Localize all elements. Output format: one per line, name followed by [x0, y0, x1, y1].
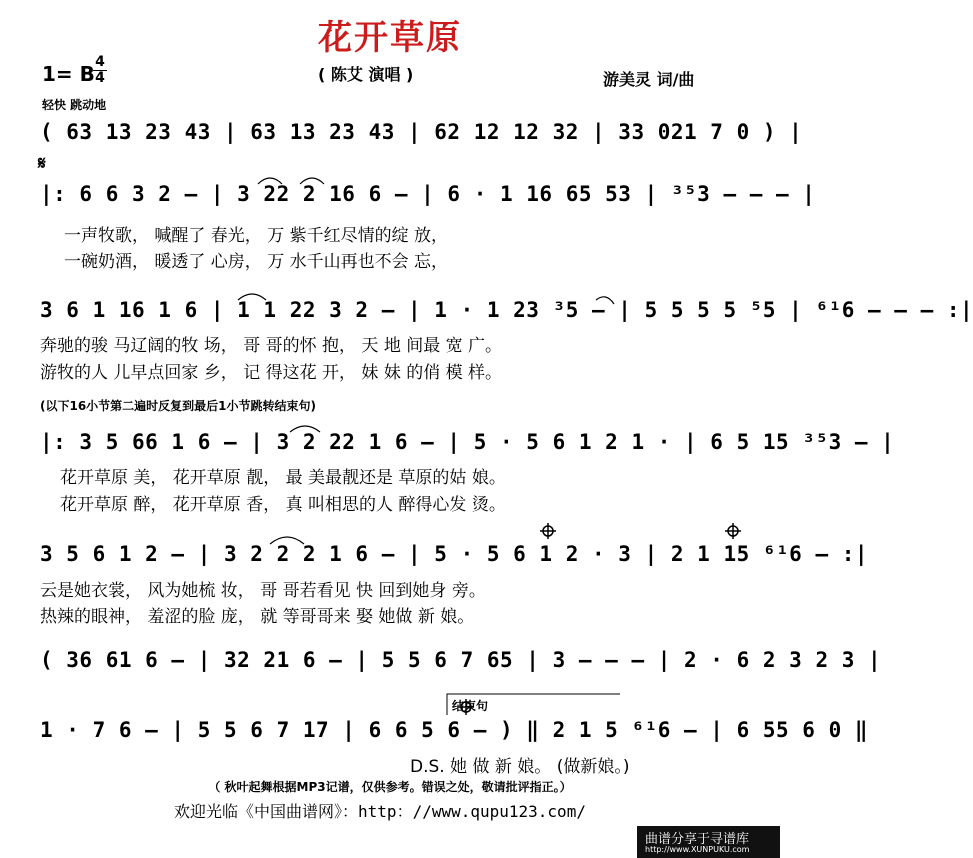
slur-mark — [300, 178, 324, 184]
key-signature: 1= B — [42, 62, 95, 86]
slur-mark — [270, 537, 304, 544]
watermark-line1: 曲谱分享于寻谱库 — [645, 832, 750, 847]
ending-bracket — [447, 694, 620, 715]
lyric-chorus2-a: 云是她衣裳， 风为她梳 妆， 哥 哥若看见 快 回到她身 旁。 — [40, 581, 486, 601]
staff-line-verse-1: |: 6 6 3 2 – | 3 22 2 16 6 – | 6 · 1 16 65 53 | ³⁵3 – – – | — [40, 182, 816, 206]
staff-line-intro: ( 63 13 23 43 | 63 13 23 43 | 62 12 12 32 | 33 021 7 0 ) | — [40, 120, 803, 144]
lyric-chorus1-a: 花开草原 美， 花开草原 靓， 最 美最靓还是 草原的姑 娘。 — [60, 468, 506, 488]
coda-icon — [725, 523, 741, 539]
lyric-verse1-a: 一声牧歌， 喊醒了 春光， 万 紫千红尽情的绽 放， — [64, 226, 449, 246]
lyric-ending: D.S. 她 做 新 娘。 (做新娘。) — [410, 757, 630, 777]
lyric-chorus2-b: 热辣的眼神， 羞涩的脸 庞， 就 等哥哥来 娶 她做 新 娘。 — [40, 607, 475, 627]
staff-line-chorus-1: |: 3 5 66 1 6 – | 3 2 22 1 6 – | 5 · 5 6 1 2 1 · | 6 5 15 ³⁵3 – | — [40, 430, 895, 454]
staff-line-ending: 1 · 7 6 – | 5 5 6 7 17 | 6 6 5 6 – ) ‖ 2 1 5 ⁶¹6 – | 6 55 6 0 ‖ — [40, 718, 869, 742]
staff-line-interlude: ( 36 61 6 – | 32 21 6 – | 5 5 6 7 65 | 3 – – – | 2 · 6 2 3 2 3 | — [40, 648, 882, 672]
song-title: 花开草原 — [318, 18, 462, 58]
site-link[interactable]: 欢迎光临《中国曲谱网》：http：//www.qupu123.com/ — [174, 802, 586, 821]
lyric-verse2-a: 奔驰的骏 马辽阔的牧 场， 哥 哥的怀 抱， 天 地 间最 宽 广。 — [40, 336, 503, 356]
staff-line-chorus-2: 3 5 6 1 2 – | 3 2 2 2 1 6 – | 5 · 5 6 1 2 · 3 | 2 1 15 ⁶¹6 – :| — [40, 542, 869, 566]
lyric-verse1-b: 一碗奶酒， 暖透了 心房， 万 水千山再也不会 忘， — [64, 252, 449, 272]
staff-line-verse-2: 3 6 1 16 1 6 | 1 1 22 3 2 – | 1 · 1 23 ³5 – | 5 5 5 5 ⁵5 | ⁶¹6 – – – :| — [40, 298, 973, 322]
time-signature-bottom: 4 — [93, 70, 107, 86]
tempo-marking: 轻快 跳动地 — [42, 98, 107, 112]
lyric-chorus1-b: 花开草原 醉， 花开草原 香， 真 叫相思的人 醉得心发 烫。 — [60, 495, 506, 515]
slur-mark — [596, 297, 614, 304]
slur-mark — [258, 178, 282, 184]
singer-credit: ( 陈艾 演唱 ) — [318, 65, 414, 84]
watermark-badge — [637, 826, 780, 858]
ending-label: 结束句 — [452, 699, 489, 713]
time-signature-top: 4 — [95, 54, 105, 70]
segno-icon: 𝄋 — [38, 153, 46, 174]
coda-icon — [458, 699, 474, 715]
slur-mark — [290, 426, 320, 432]
repeat-instruction: (以下16小节第二遍时反复到最后1小节跳转结束句) — [40, 399, 317, 413]
composer-credit: 游美灵 词/曲 — [603, 70, 695, 89]
coda-icon — [540, 523, 556, 539]
slur-mark — [238, 294, 266, 300]
transcriber-note: （ 秋叶起舞根据MP3记谱，仅供参考。错误之处，敬请批评指正。） — [208, 780, 572, 794]
lyric-verse2-b: 游牧的人 儿早点回家 乡， 记 得这花 开， 妹 妹 的俏 模 样。 — [40, 363, 503, 383]
watermark-line2: http://www.XUNPUKU.com — [645, 845, 750, 854]
